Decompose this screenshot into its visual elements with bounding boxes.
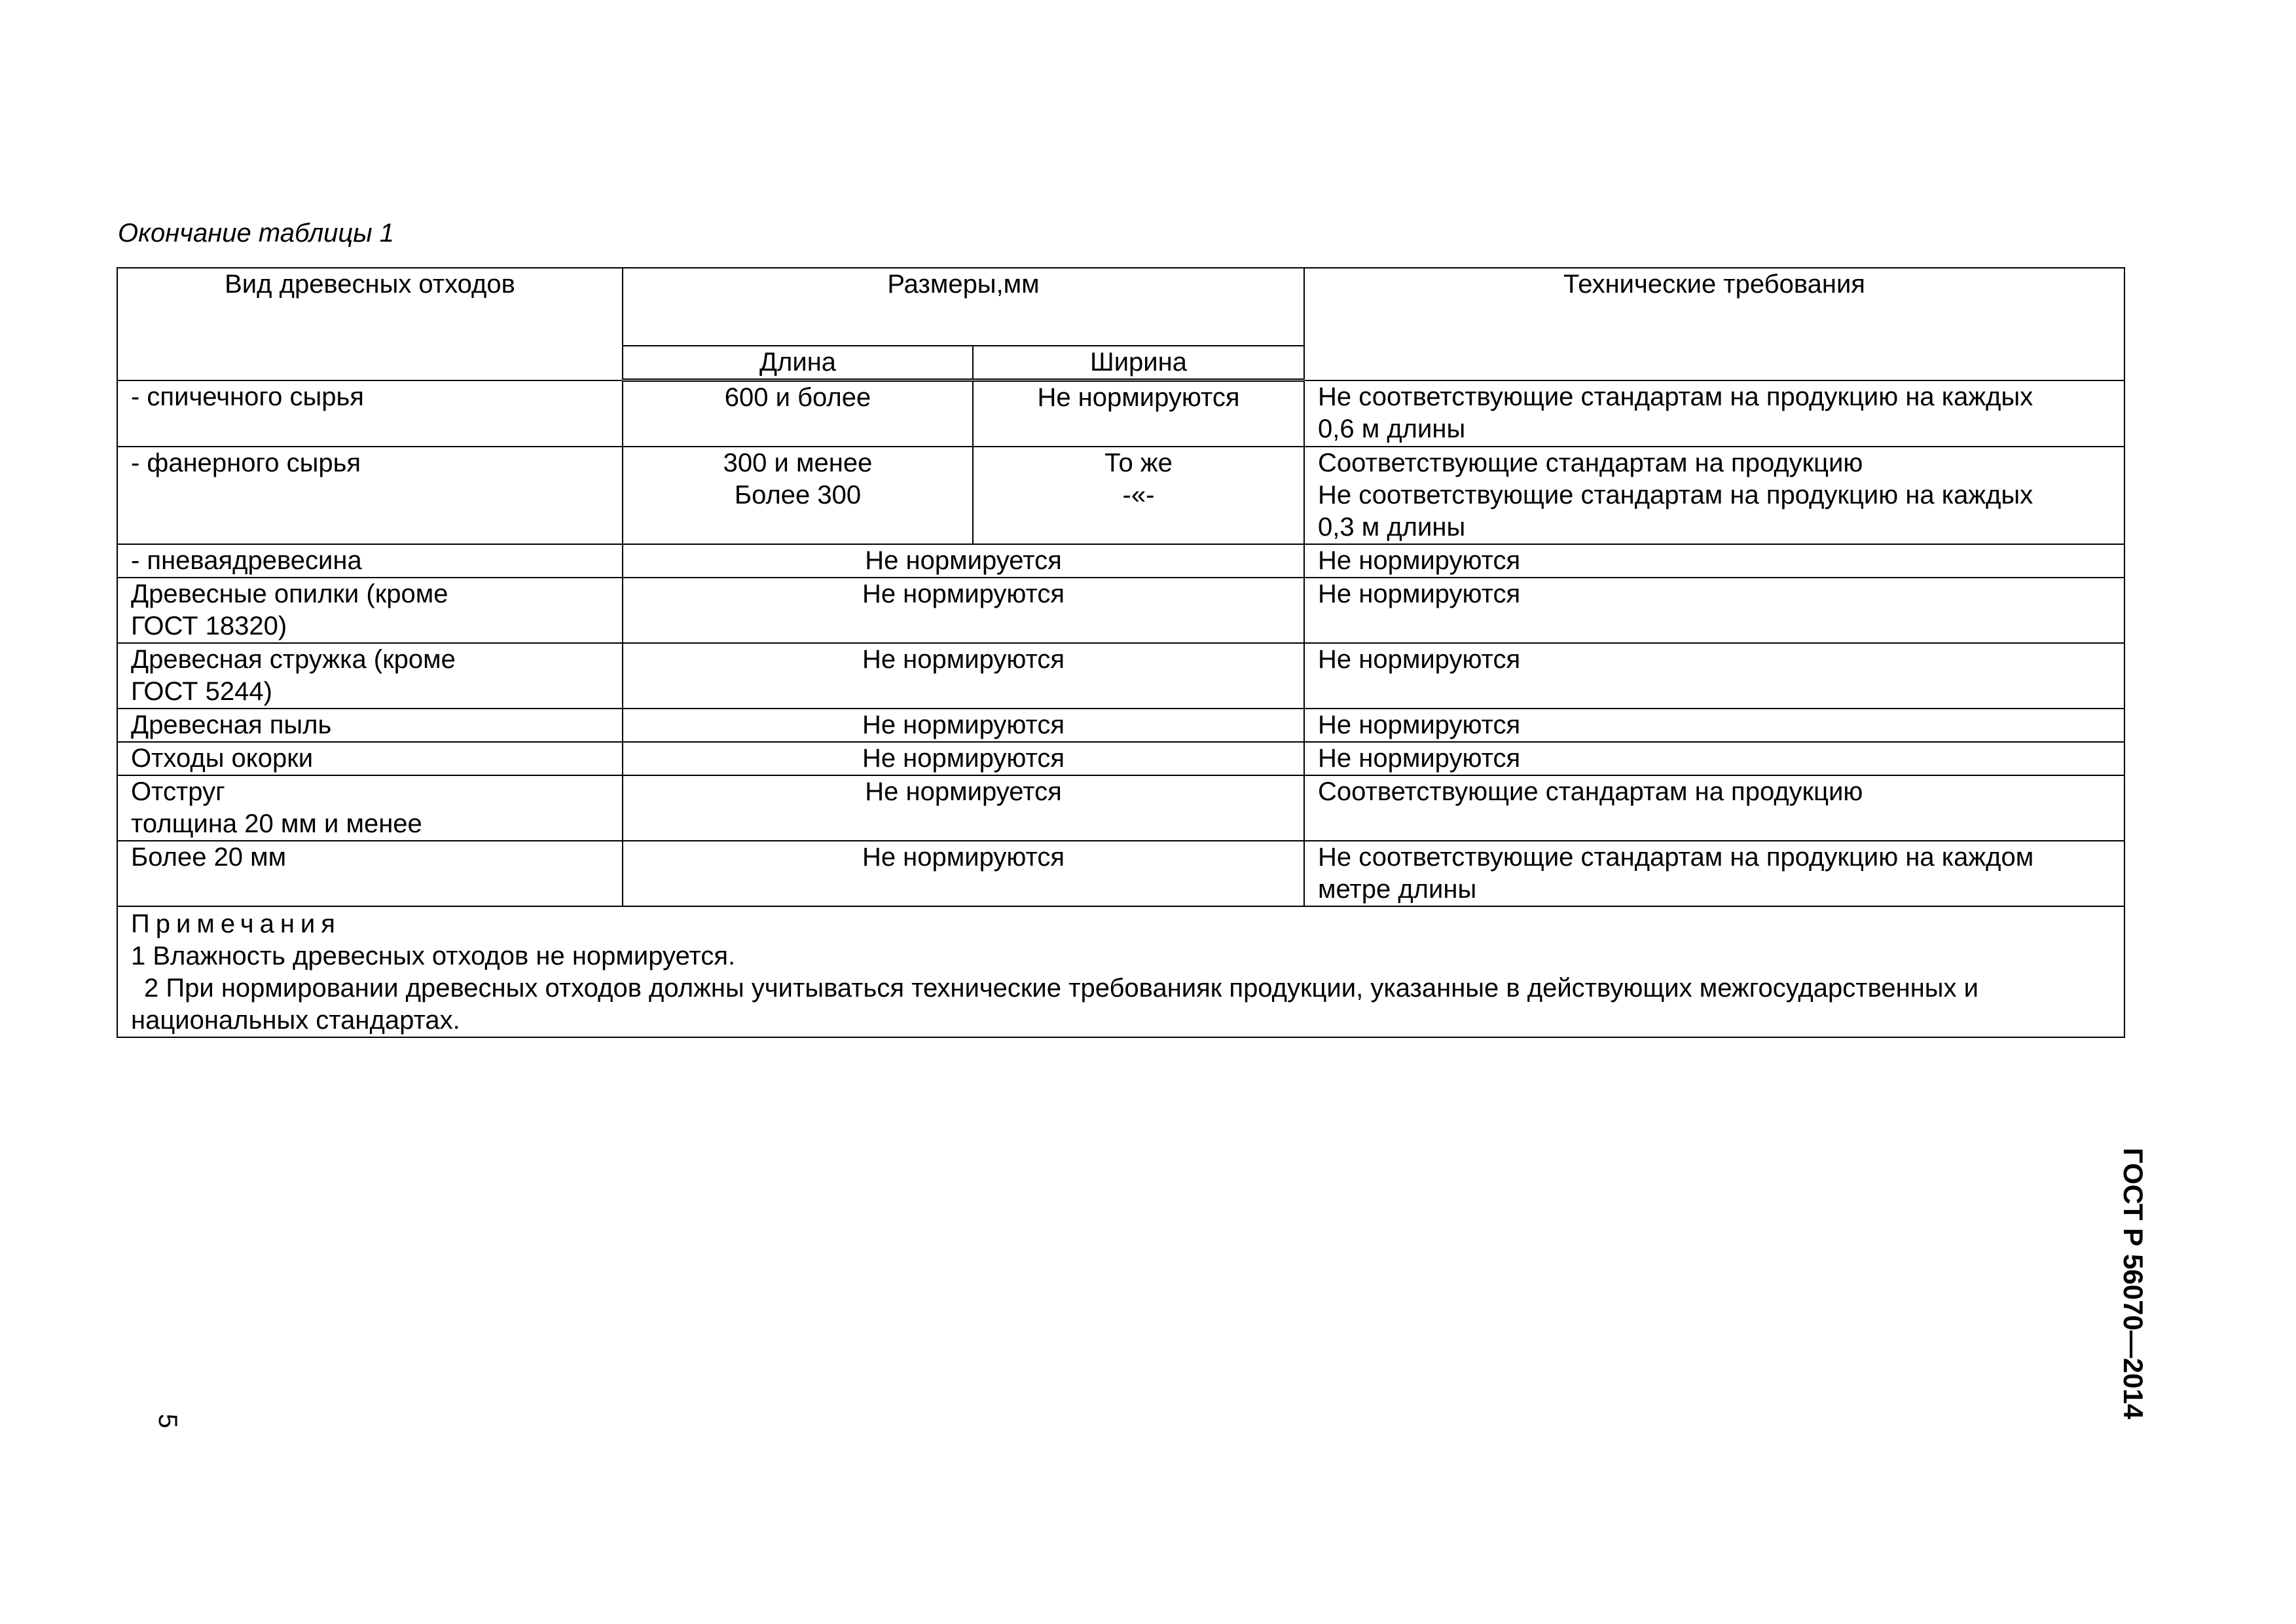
cell-kind bbox=[117, 544, 623, 578]
cell-requirements bbox=[1304, 544, 2124, 578]
table-row bbox=[117, 643, 2124, 709]
cell-kind bbox=[117, 643, 623, 709]
cell-kind bbox=[117, 709, 623, 742]
cell-line: метре длины bbox=[1318, 875, 1477, 904]
table-caption: Окончание таблицы 1 bbox=[118, 219, 395, 248]
cell-line: 0,3 м длины bbox=[1318, 513, 1466, 542]
header-kind: Вид древесных отходов bbox=[117, 268, 623, 380]
cell-line: толщина 20 мм и менее bbox=[131, 809, 422, 838]
note-item bbox=[131, 972, 2111, 1037]
cell-line: ГОСТ 18320) bbox=[131, 612, 287, 640]
table-row bbox=[117, 775, 2124, 841]
cell-line: Не нормируется bbox=[865, 546, 1062, 575]
cell-line: Не нормируются bbox=[1318, 546, 1521, 575]
table-row bbox=[117, 578, 2124, 643]
cell-line: Более 300 bbox=[734, 481, 862, 509]
cell-sizes bbox=[623, 643, 1304, 709]
cell-line: Отструг bbox=[131, 777, 225, 806]
table-row bbox=[117, 841, 2124, 906]
cell-sizes bbox=[623, 841, 1304, 906]
notes-row bbox=[117, 906, 2124, 1037]
cell-line: - фанерного сырья bbox=[131, 449, 361, 477]
cell-line: Не нормируются bbox=[1318, 710, 1521, 739]
cell-line: Древесная пыль bbox=[131, 710, 332, 739]
cell-kind bbox=[117, 841, 623, 906]
cell-requirements bbox=[1304, 709, 2124, 742]
cell-sizes bbox=[623, 742, 1304, 775]
table-row bbox=[117, 709, 2124, 742]
note-item-text: 2 При нормировании древесных отходов должны учитываться технические требованияк продукции, указанные в действующих межгосударственных и национальных стандартах. bbox=[131, 974, 1979, 1035]
cell-line: Не нормируются bbox=[1318, 744, 1521, 773]
cell-kind bbox=[117, 447, 623, 544]
cell-kind bbox=[117, 742, 623, 775]
cell-line: Не соответствующие стандартам на продукцию на каждом bbox=[1318, 843, 2034, 872]
cell-line: То же bbox=[1104, 449, 1173, 477]
cell-width bbox=[973, 447, 1304, 544]
cell-line: Не нормируются bbox=[1318, 645, 1521, 674]
page-number-text: 5 bbox=[153, 1413, 182, 1429]
cell-line: Не нормируются bbox=[862, 580, 1065, 608]
document-code bbox=[2113, 1146, 2153, 1421]
cell-line: Не соответствующие стандартам на продукцию на каждых bbox=[1318, 481, 2033, 509]
cell-kind bbox=[117, 380, 623, 447]
cell-requirements bbox=[1304, 380, 2124, 447]
cell-line: -«- bbox=[1122, 481, 1155, 509]
cell-line: Более 20 мм bbox=[131, 843, 287, 872]
cell-line: 300 и менее bbox=[723, 449, 873, 477]
cell-kind bbox=[117, 775, 623, 841]
cell-line: - спичечного сырья bbox=[131, 382, 364, 411]
cell-line: Не нормируются bbox=[1318, 580, 1521, 608]
cell-requirements bbox=[1304, 643, 2124, 709]
cell-line: Не нормируются bbox=[862, 645, 1065, 674]
cell-line: 0,6 м длины bbox=[1318, 414, 1466, 443]
page-number bbox=[155, 1408, 181, 1434]
cell-line: - пневаядревесина bbox=[131, 546, 362, 575]
cell-line: Не соответствующие стандартам на продукцию на каждых bbox=[1318, 382, 2033, 411]
cell-sizes bbox=[623, 709, 1304, 742]
cell-line: Не нормируются bbox=[862, 744, 1065, 773]
table-row bbox=[117, 447, 2124, 544]
cell-requirements bbox=[1304, 775, 2124, 841]
cell-length bbox=[623, 380, 973, 447]
cell-line: ГОСТ 5244) bbox=[131, 677, 272, 706]
notes-cell bbox=[117, 906, 2124, 1037]
cell-sizes bbox=[623, 544, 1304, 578]
waste-table bbox=[117, 267, 2125, 1038]
cell-line: Древесные опилки (кроме bbox=[131, 580, 448, 608]
table-row bbox=[117, 544, 2124, 578]
cell-line: Отходы окорки bbox=[131, 744, 314, 773]
document-code-text: ГОСТ Р 56070—2014 bbox=[2118, 1147, 2149, 1420]
cell-line: Соответствующие стандартам на продукцию bbox=[1318, 449, 1863, 477]
cell-kind bbox=[117, 578, 623, 643]
header-length: Длина bbox=[623, 346, 973, 380]
table-row bbox=[117, 742, 2124, 775]
header-sizes: Размеры,мм bbox=[623, 268, 1304, 346]
cell-width bbox=[973, 380, 1304, 447]
cell-line: Древесная стружка (кроме bbox=[131, 645, 456, 674]
cell-line: 600 и более bbox=[724, 383, 871, 412]
table-row bbox=[117, 380, 2124, 447]
cell-sizes bbox=[623, 775, 1304, 841]
cell-sizes bbox=[623, 578, 1304, 643]
note-item: 1 Влажность древесных отходов не нормируется. bbox=[131, 942, 736, 970]
cell-requirements bbox=[1304, 841, 2124, 906]
header-width: Ширина bbox=[973, 346, 1304, 380]
cell-length bbox=[623, 447, 973, 544]
notes-title: Примечания bbox=[131, 910, 341, 938]
cell-line: Не нормируются bbox=[862, 710, 1065, 739]
cell-line: Не нормируется bbox=[865, 777, 1062, 806]
cell-line: Не нормируются bbox=[1037, 383, 1240, 412]
cell-requirements bbox=[1304, 447, 2124, 544]
cell-requirements bbox=[1304, 742, 2124, 775]
header-requirements: Технические требования bbox=[1304, 268, 2124, 380]
cell-line: Соответствующие стандартам на продукцию bbox=[1318, 777, 1863, 806]
cell-line: Не нормируются bbox=[862, 843, 1065, 872]
cell-requirements bbox=[1304, 578, 2124, 643]
